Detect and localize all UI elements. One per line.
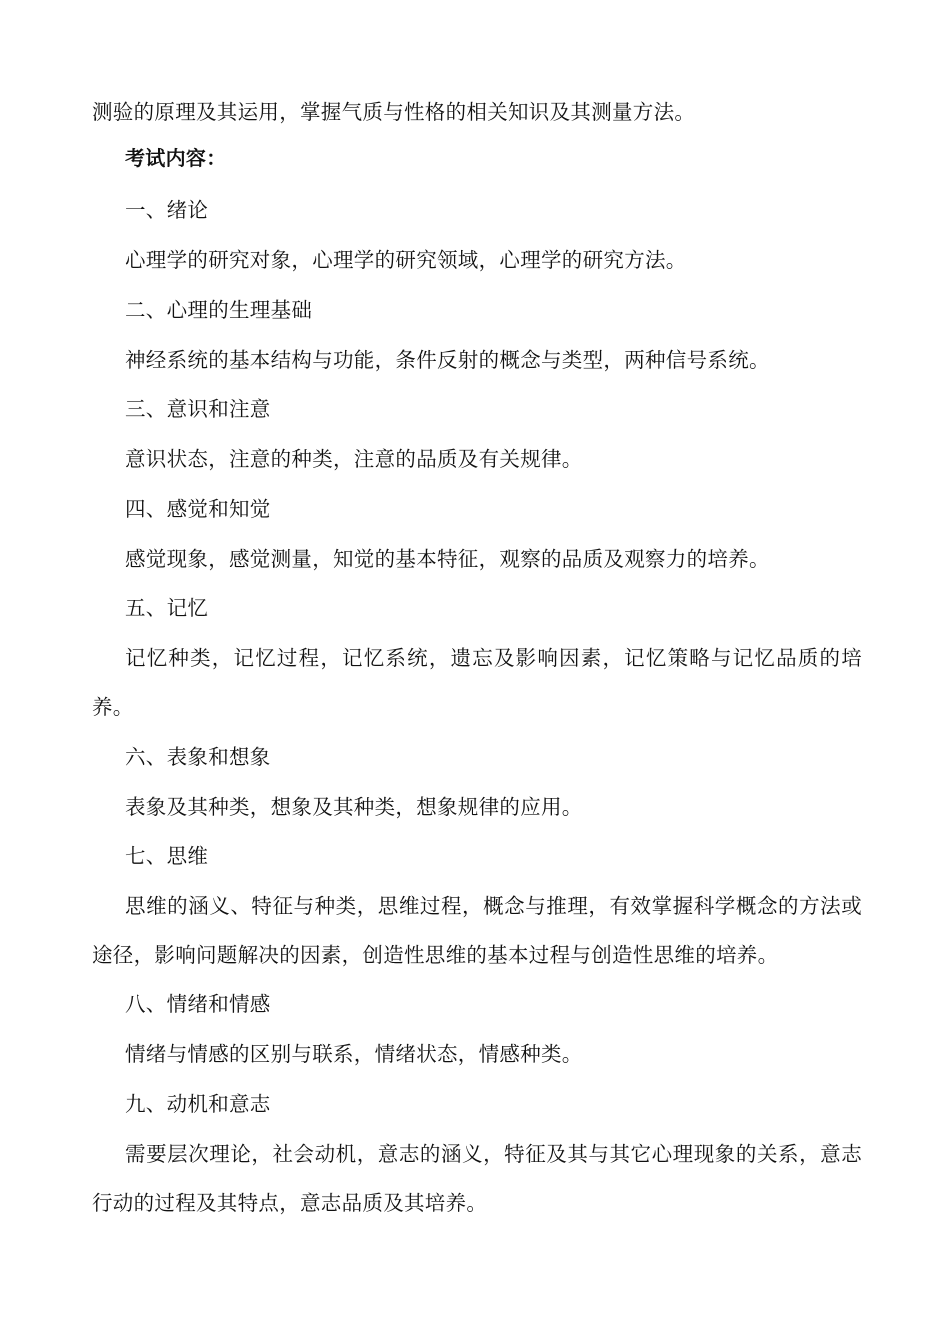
section-title-1: 一、绪论 [125,198,209,222]
section-title-5: 五、记忆 [125,596,209,620]
section-body-3: 意识状态，注意的种类，注意的品质及有关规律。 [125,447,583,471]
section-title-8: 八、情绪和情感 [125,992,271,1016]
section-title-6: 六、表象和想象 [125,745,271,769]
section-body-5: 记忆种类，记忆过程，记忆系统，遗忘及影响因素，记忆策略与记忆品质的培养。 [92,646,862,719]
section-title-9: 九、动机和意志 [125,1092,271,1116]
section-title-7: 七、思维 [125,844,209,868]
section-body-4: 感觉现象，感觉测量，知觉的基本特征，观察的品质及观察力的培养。 [125,547,770,571]
section-body-2: 神经系统的基本结构与功能，条件反射的概念与类型，两种信号系统。 [125,348,770,372]
section-body-9: 需要层次理论，社会动机，意志的涵义，特征及其与其它心理现象的关系，意志行动的过程及其特点，意志品质及其培养。 [92,1142,862,1215]
section-title-2: 二、心理的生理基础 [125,298,313,322]
lead-continuation-text: 测验的原理及其运用，掌握气质与性格的相关知识及其测量方法。 [92,100,696,124]
exam-content-heading: 考试内容： [125,146,227,170]
section-body-1: 心理学的研究对象，心理学的研究领域，心理学的研究方法。 [125,248,687,272]
section-body-6: 表象及其种类，想象及其种类，想象规律的应用。 [125,795,583,819]
section-title-4: 四、感觉和知觉 [125,497,271,521]
section-body-7: 思维的涵义、特征与种类，思维过程，概念与推理，有效掌握科学概念的方法或途径，影响问题解决的因素，创造性思维的基本过程与创造性思维的培养。 [92,894,862,967]
section-title-3: 三、意识和注意 [125,397,271,421]
section-body-8: 情绪与情感的区别与联系，情绪状态，情感种类。 [125,1042,583,1066]
